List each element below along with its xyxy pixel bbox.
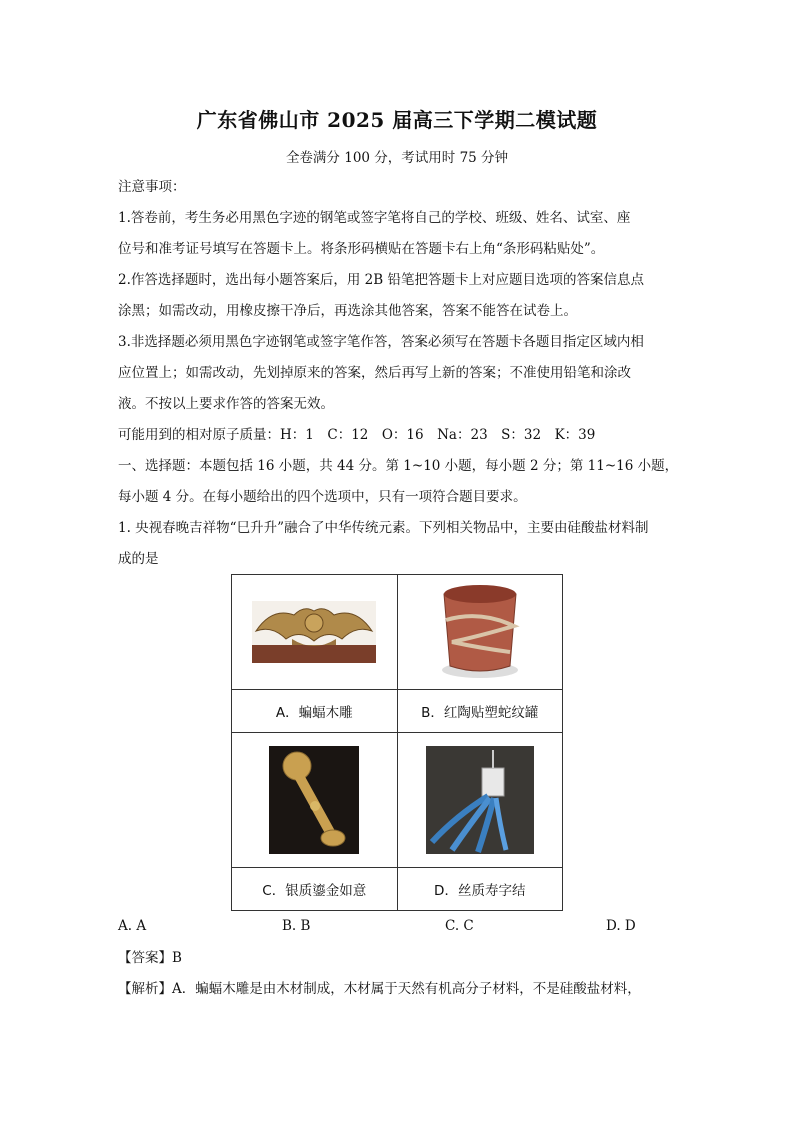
analysis-line: 【解析】A．蝙蝠木雕是由木材制成，木材属于天然有机高分子材料，不是硅酸盐材料，: [118, 981, 641, 997]
option-c-label: C．银质鎏金如意: [232, 868, 398, 911]
option-d-image-cell: [397, 733, 563, 868]
question-stem: 1. 央视春晚吉祥物“巳升升”融合了中华传统元素。下列相关物品中，主要由硅酸盐材料制: [118, 520, 649, 536]
option-d-label: D．丝质寿字结: [397, 868, 563, 911]
option-a-label: A．蝙蝠木雕: [232, 690, 398, 733]
choice-d: D. D: [606, 918, 636, 934]
notice-heading: 注意事项：: [118, 179, 186, 195]
section-heading: 一、选择题：本题包括 16 小题，共 44 分。第 1~10 小题，每小题 2 分；第 11~16 小题，: [118, 458, 679, 474]
section-heading: 每小题 4 分。在每小题给出的四个选项中，只有一项符合题目要求。: [118, 489, 527, 505]
bat-wood-carving-image: [252, 601, 376, 663]
notice-line: 应位置上；如需改动，先划掉原来的答案，然后再写上新的答案；不准使用铅笔和涂改: [118, 365, 631, 381]
choice-a: A. A: [118, 918, 147, 934]
answer-line: 【答案】B: [118, 950, 182, 966]
choice-c: C. C: [445, 918, 474, 934]
notice-line: 2.作答选择题时，选出每小题答案后，用 2B 铅笔把答题卡上对应题目选项的答案信息点: [118, 272, 644, 288]
option-b-image-cell: [397, 575, 563, 690]
question-stem: 成的是: [118, 551, 159, 567]
choice-b: B. B: [282, 918, 311, 934]
exam-subtitle: 全卷满分 100 分，考试用时 75 分钟: [285, 150, 509, 166]
options-table: [231, 574, 563, 911]
atomic-mass-line: 可能用到的相对原子质量：H：1 C：12 O：16 Na：23 S：32 K：39: [118, 427, 596, 443]
silk-longevity-knot-image: [426, 746, 534, 854]
notice-line: 3.非选择题必须用黑色字迹钢笔或签字笔作答，答案必须写在答题卡各题目指定区域内相: [118, 334, 644, 350]
notice-line: 液。不按以上要求作答的答案无效。: [118, 396, 334, 412]
option-b-label: B．红陶贴塑蛇纹罐: [397, 690, 563, 733]
terracotta-snake-jar-image: [432, 580, 528, 684]
notice-line: 涂黑；如需改动，用橡皮擦干净后，再选涂其他答案，答案不能答在试卷上。: [118, 303, 577, 319]
page-title: 广东省佛山市 2025 届高三下学期二模试题: [196, 108, 598, 132]
notice-line: 1.答卷前，考生务必用黑色字迹的钢笔或签字笔将自己的学校、班级、姓名、试室、座: [118, 210, 631, 226]
gilded-ruyi-image: [269, 746, 359, 854]
option-c-image-cell: [232, 733, 398, 868]
notice-line: 位号和准考证号填写在答题卡上。将条形码横贴在答题卡右上角“条形码粘贴处”。: [118, 241, 605, 257]
option-a-image-cell: [232, 575, 398, 690]
